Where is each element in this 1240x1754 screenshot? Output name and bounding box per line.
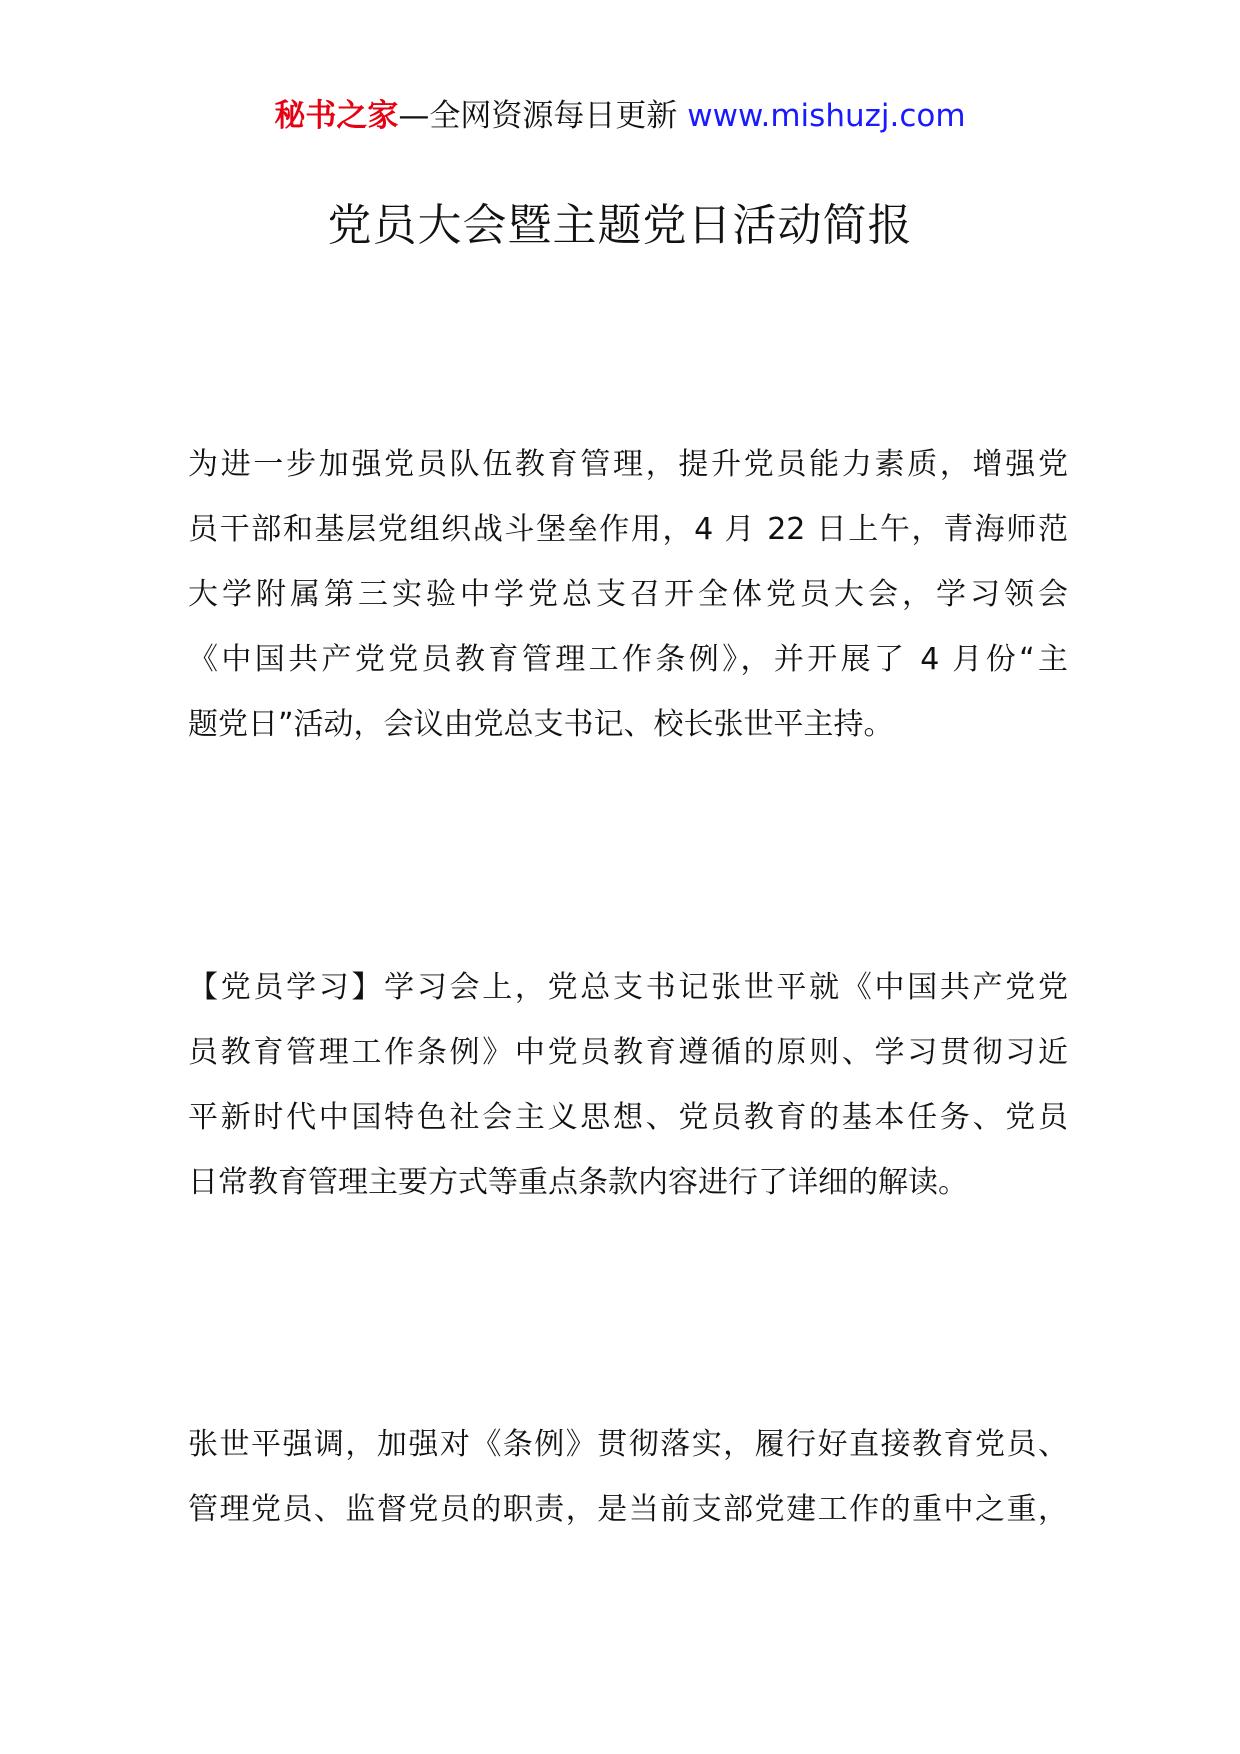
paragraph-line: 员干部和基层党组织战斗堡垒作用，4 月 22 日上午，青海师范 [188,512,1068,547]
paragraph-intro [188,432,1068,757]
paragraph-line: 《中国共产党党员教育管理工作条例》，并开展了 4 月份“主 [188,642,1068,677]
document-title: 党员大会暨主题党日活动简报 [327,200,913,251]
brand-name: 秘书之家 [274,98,399,134]
paragraph-line: 题党日”活动，会议由党总支书记、校长张世平主持。 [188,707,894,742]
paragraph-line: 员教育管理工作条例》中党员教育遵循的原则、学习贯彻习近 [188,1035,1068,1070]
site-url-link[interactable]: www.mishuzj.com [687,98,966,134]
paragraph-line: 【党员学习】学习会上，党总支书记张世平就《中国共产党党 [188,970,1068,1005]
paragraph-line: 为进一步加强党员队伍教育管理，提升党员能力素质，增强党 [188,447,1068,482]
header-tagline: —全网资源每日更新 [398,98,678,134]
paragraph-line: 张世平强调，加强对《条例》贯彻落实，履行好直接教育党员、 [188,1427,1068,1462]
paragraph-line: 平新时代中国特色社会主义思想、党员教育的基本任务、党员 [188,1100,1068,1135]
paragraph-party-study [188,955,1068,1215]
paragraph-line: 管理党员、监督党员的职责，是当前支部党建工作的重中之重， [188,1492,1068,1527]
paragraph-emphasis [188,1412,1068,1542]
paragraph-line: 日常教育管理主要方式等重点条款内容进行了详细的解读。 [188,1165,968,1200]
site-header [0,96,1240,136]
paragraph-line: 大学附属第三实验中学党总支召开全体党员大会，学习领会 [188,577,1068,612]
